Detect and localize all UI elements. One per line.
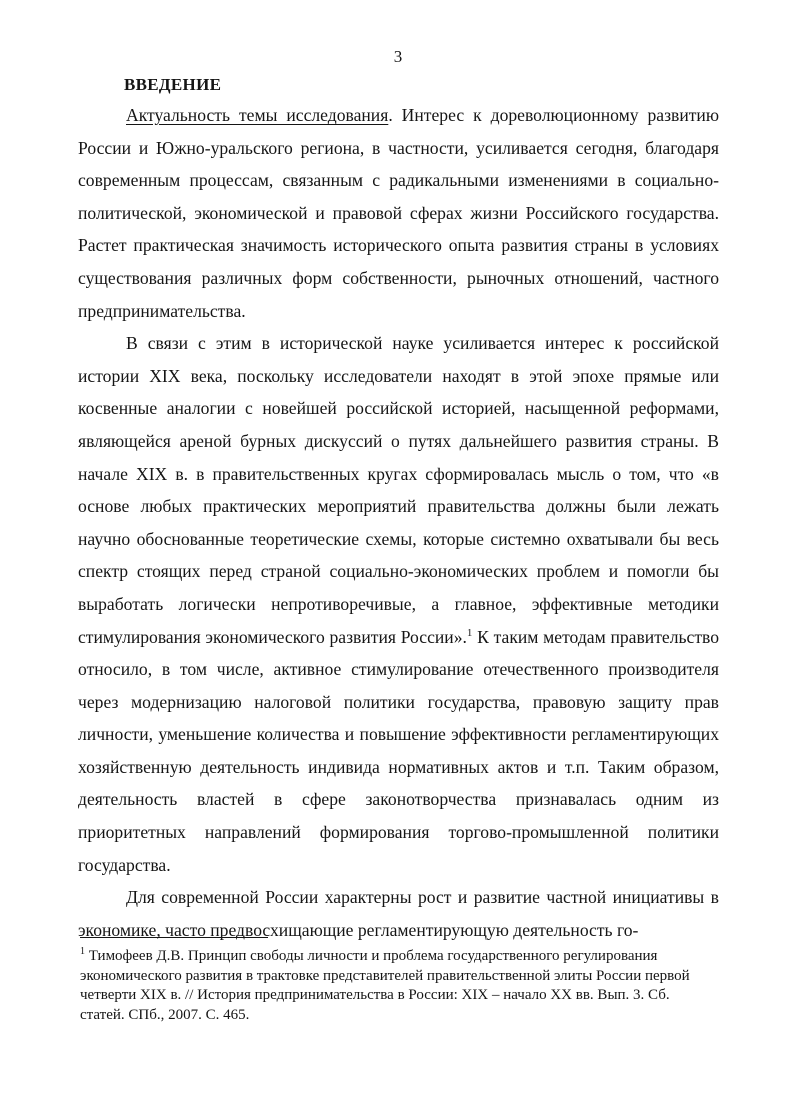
page-number: 3 xyxy=(393,47,403,66)
paragraph-relevance xyxy=(78,99,719,327)
footnote-divider xyxy=(80,937,268,938)
topic-label: Актуальность темы исследования xyxy=(126,105,389,125)
footnote-reference: 1 xyxy=(466,626,473,639)
footnote xyxy=(80,947,718,1025)
paragraph-text: В связи с этим в исторической науке усиливается интерес к российской истории XIX века, поскольку исследователи находят в этой эпохе прямые или косвенные аналогии с новейшей российской историей, насыщенной реформами, являющейся ареной бурных дискуссий о путях дальнейшего развития страны. В начале XIX в. в правительственных кругах сформировалась мысль о том, что «в основе любых практических мероприятий правительства должны были лежать научно обоснованные теоретические схемы, которые системно охватывали бы весь спектр стоящих перед страной социально-экономических проблем и помогли бы выработать логически непротиворечивые, а главное, эффективные методики стимулирования экономического развития России». xyxy=(78,333,719,647)
body-text xyxy=(78,99,719,946)
paragraph-text: Для современной России характерны рост и развитие частной инициативы в экономике, часто предвосхищающие регламентирующую деятельность го- xyxy=(78,887,719,940)
section-heading: ВВЕДЕНИЕ xyxy=(124,75,222,94)
footnote-text: Тимофеев Д.В. Принцип свободы личности и проблема государственного регулирования экономического развития в трактовке представителей правительственной элиты России первой четверти XIX в. // История предпринимательства в России: XIX – начало XX вв. Вып. 3. Сб. статей. СПб., 2007. С. 465. xyxy=(80,948,690,1023)
paragraph-text: . Интерес к дореволюционному развитию России и Южно-уральского региона, в частности, усиливается сегодня, благодаря современным процессам, связанным с радикальными изменениями в социально-политической, экономической и правовой сферах жизни Российского государства. Растет практическая значимость исторического опыта развития страны в условиях существования различных форм собственности, рыночных отношений, частного предпринимательства. xyxy=(78,105,719,321)
paragraph-history xyxy=(78,327,719,881)
paragraph-text: К таким методам правительство относило, в том числе, активное стимулирование отечественного производителя через модернизацию налоговой политики государства, правовую защиту прав личности, уменьшение количества и повышение эффективности регламентирующих хозяйственную деятельность индивида нормативных актов и т.п. Таким образом, деятельность властей в сфере законотворчества признавалась одним из приоритетных направлений формирования торгово-промышленной политики государства. xyxy=(78,626,719,875)
footnote-marker: 1 xyxy=(80,946,85,957)
